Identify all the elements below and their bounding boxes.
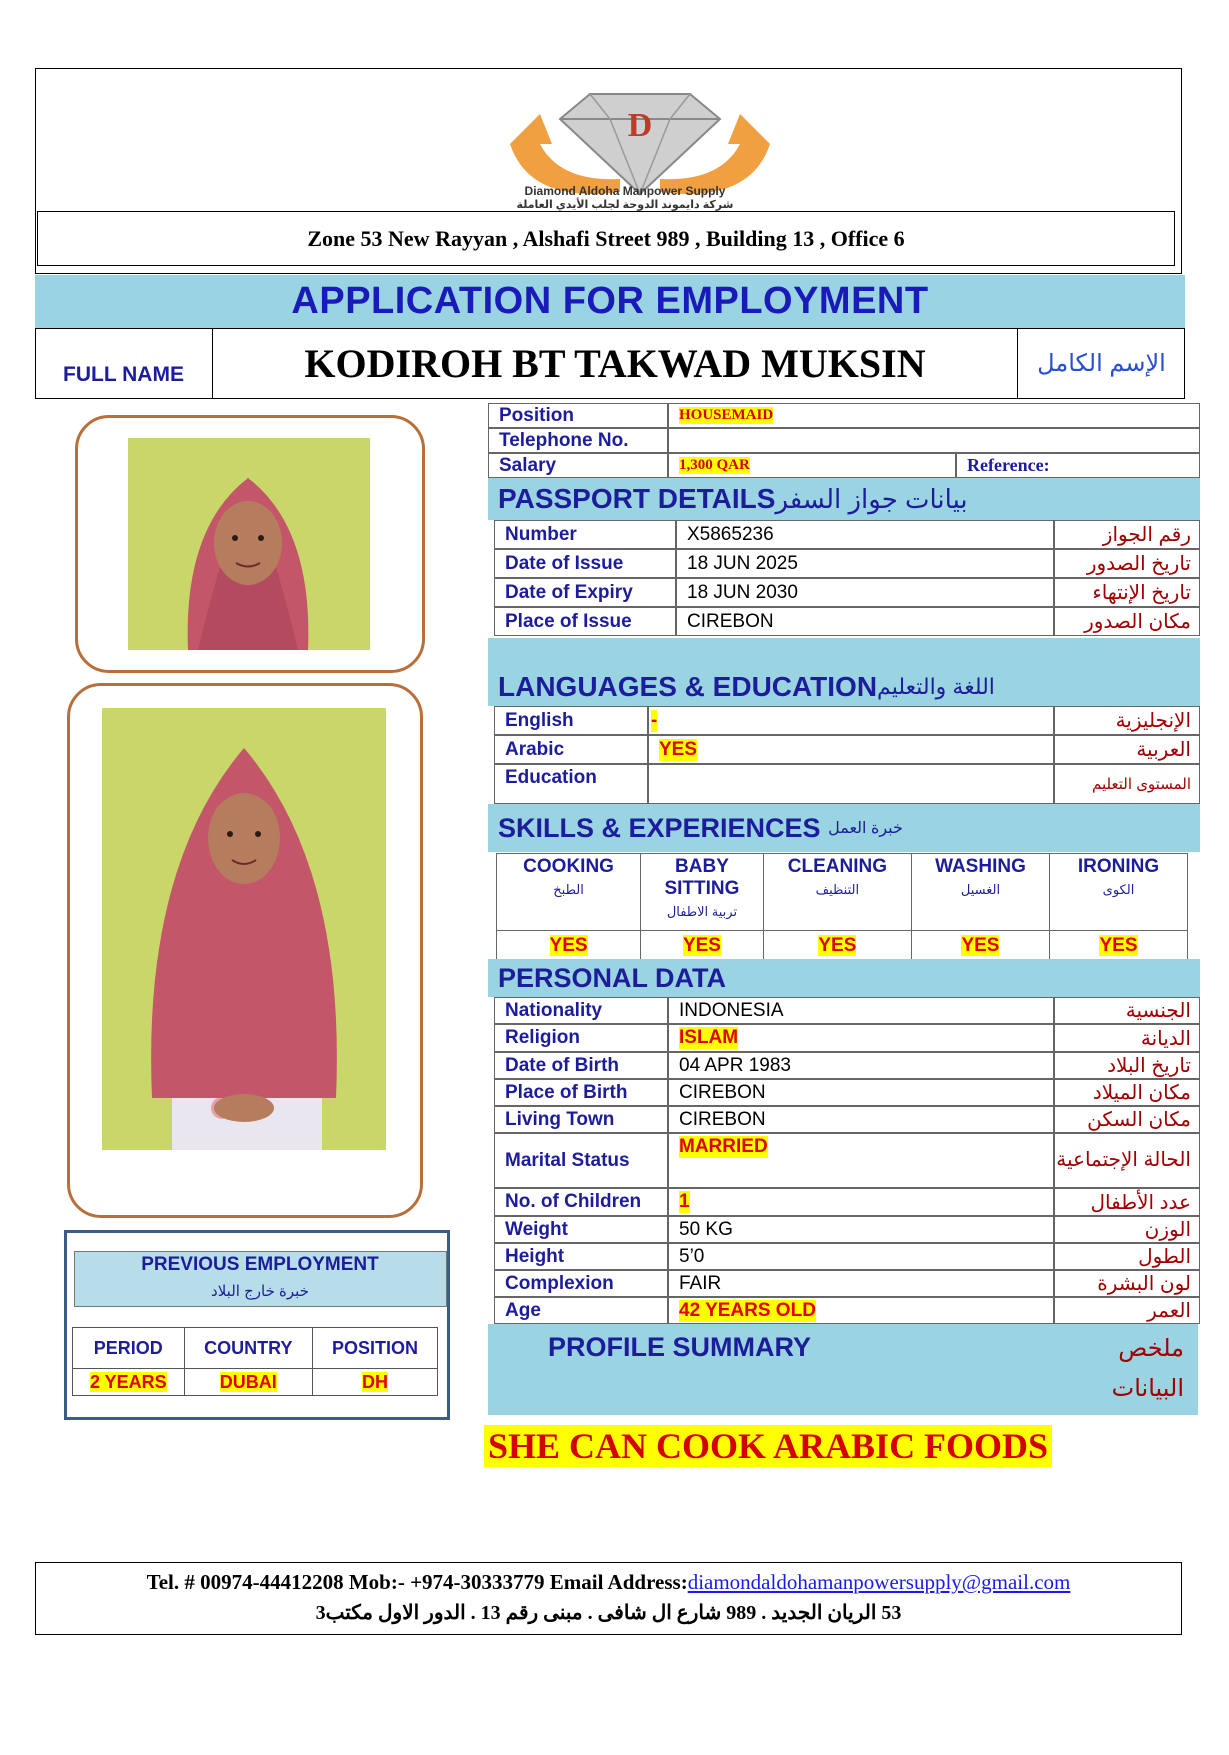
education-value	[648, 764, 1054, 804]
english-label: English	[494, 706, 648, 735]
salary-cell	[668, 453, 956, 478]
living-town-label: Living Town	[494, 1106, 668, 1133]
complexion-label-ar: لون البشرة	[1054, 1270, 1200, 1297]
telephone-value	[668, 428, 1200, 453]
prev-country-cell	[184, 1369, 312, 1396]
children-cell	[668, 1188, 1054, 1216]
company-address: Zone 53 New Rayyan , Alshafi Street 989 , Building 13 , Office 6	[37, 211, 1175, 266]
profile-summary-title: PROFILE SUMMARY	[548, 1332, 811, 1362]
telephone-label: Telephone No.	[488, 428, 668, 453]
age-value: 42 YEARS OLD	[679, 1299, 816, 1321]
languages-title: LANGUAGES & EDUCATION	[498, 671, 878, 702]
prev-position-cell	[312, 1369, 437, 1396]
issue-date-label: Date of Issue	[494, 549, 676, 578]
profile-summary-box	[488, 1324, 1198, 1415]
religion-cell	[668, 1024, 1054, 1052]
skill-cleaning	[763, 854, 911, 931]
skill-cleaning-name: CLEANING	[787, 856, 887, 877]
age-label: Age	[494, 1297, 668, 1324]
passport-number-label: Number	[494, 520, 676, 549]
english-value: -	[651, 709, 658, 731]
passport-title-ar: بيانات جواز السفر	[775, 483, 968, 514]
personal-section-header	[488, 959, 1200, 997]
skill-ironing-cell	[1049, 931, 1187, 962]
arabic-cell	[648, 735, 1054, 764]
profile-summary-title-ar-1: ملخص	[1118, 1335, 1184, 1362]
age-cell	[668, 1297, 1054, 1324]
skill-cooking-name: COOKING	[523, 856, 614, 877]
skills-title-ar: خبرة العمل	[828, 820, 903, 837]
form-title: APPLICATION FOR EMPLOYMENT	[35, 275, 1185, 328]
prev-header-period: PERIOD	[73, 1328, 185, 1369]
position-value: HOUSEMAID	[679, 407, 774, 423]
prev-position: DH	[361, 1371, 388, 1392]
salary-value: 1,300 QAR	[679, 457, 750, 473]
logo-name-ar: شركة دايموند الدوحة لجلب الأيدي العاملة	[516, 199, 734, 211]
children-value: 1	[679, 1191, 690, 1212]
skill-ironing-name-ar: الكوى	[1102, 882, 1135, 897]
skill-washing	[911, 854, 1049, 931]
profile-statement: SHE CAN COOK ARABIC FOODS	[484, 1425, 1052, 1467]
prev-country: DUBAI	[219, 1371, 277, 1392]
height-label-ar: الطول	[1054, 1243, 1200, 1270]
skill-ironing-value: YES	[1099, 935, 1138, 956]
skill-washing-name-ar: الغسيل	[960, 882, 1001, 897]
skill-baby-sitting-cell	[641, 931, 764, 962]
marital-status-label-ar: الحالة الإجتماعية	[1054, 1133, 1200, 1188]
svg-text:D: D	[627, 107, 653, 144]
email-link[interactable]: diamondaldohamanpowersupply@gmail.com	[687, 1570, 1071, 1594]
skill-cooking-value: YES	[549, 935, 588, 956]
skill-baby-sitting-name: BABY SITTING	[664, 856, 740, 899]
place-of-birth-value: CIREBON	[668, 1079, 1054, 1106]
weight-label: Weight	[494, 1216, 668, 1243]
expiry-date-label: Date of Expiry	[494, 578, 676, 607]
children-label-ar: عدد الأطفال	[1054, 1188, 1200, 1216]
place-of-birth-label-ar: مكان الميلاد	[1054, 1079, 1200, 1106]
english-cell	[648, 706, 1054, 735]
nationality-label: Nationality	[494, 997, 668, 1024]
religion-label-ar: الديانة	[1054, 1024, 1200, 1052]
prev-period: 2 YEARS	[89, 1371, 167, 1392]
education-label-ar: المستوى التعليم	[1054, 764, 1200, 804]
prev-header-position: POSITION	[312, 1328, 437, 1369]
previous-employment-title-ar: خبرة خارج البلاد	[211, 1283, 309, 1300]
skill-washing-value: YES	[961, 935, 1000, 956]
passport-number-label-ar: رقم الجواز	[1054, 520, 1200, 549]
nationality-value: INDONESIA	[668, 997, 1054, 1024]
skill-baby-sitting-value: YES	[682, 935, 721, 956]
portrait-photo	[128, 438, 370, 650]
prev-header-country: COUNTRY	[184, 1328, 312, 1369]
skill-washing-name: WASHING	[935, 856, 1026, 877]
languages-section-header	[488, 638, 1200, 706]
skill-baby-sitting	[641, 854, 764, 931]
living-town-label-ar: مكان السكن	[1054, 1106, 1200, 1133]
age-label-ar: العمر	[1054, 1297, 1200, 1324]
issue-date-value: 18 JUN 2025	[676, 549, 1054, 578]
place-of-issue-value: CIREBON	[676, 607, 1054, 636]
complexion-value: FAIR	[668, 1270, 1054, 1297]
skills-section-header	[488, 804, 1200, 852]
personal-title: PERSONAL DATA	[498, 962, 727, 993]
previous-employment-table	[72, 1327, 438, 1396]
skills-table	[496, 853, 1188, 962]
skills-title: SKILLS & EXPERIENCES	[498, 812, 821, 843]
place-of-issue-label: Place of Issue	[494, 607, 676, 636]
full-name-value: KODIROH BT TAKWAD MUKSIN	[213, 328, 1018, 399]
languages-title-ar: اللغة والتعليم	[877, 674, 995, 699]
full-name-label-ar: الإسم الكامل	[1037, 350, 1166, 377]
marital-status-label: Marital Status	[494, 1133, 668, 1188]
place-of-birth-label: Place of Birth	[494, 1079, 668, 1106]
height-value: 5’0	[668, 1243, 1054, 1270]
date-of-birth-label: Date of Birth	[494, 1052, 668, 1079]
skill-ironing	[1049, 854, 1187, 931]
position-cell	[668, 403, 1200, 428]
marital-status-cell	[668, 1133, 1054, 1188]
skill-cooking	[497, 854, 641, 931]
profile-summary-title-ar-2: البيانات	[1111, 1375, 1184, 1402]
skill-cleaning-cell	[763, 931, 911, 962]
full-body-photo	[102, 708, 386, 1150]
prev-period-cell	[73, 1369, 185, 1396]
arabic-label: Arabic	[494, 735, 648, 764]
expiry-date-value: 18 JUN 2030	[676, 578, 1054, 607]
religion-label: Religion	[494, 1024, 668, 1052]
religion-value: ISLAM	[679, 1027, 739, 1048]
education-label: Education	[494, 764, 648, 804]
full-name-label: FULL NAME	[35, 328, 213, 399]
skill-washing-cell	[911, 931, 1049, 962]
footer-contact-text: Tel. # 00974-44412208 Mob:- +974-30333779 Email Address:	[146, 1570, 688, 1594]
skill-cooking-name-ar: الطبخ	[553, 882, 584, 897]
weight-label-ar: الوزن	[1054, 1216, 1200, 1243]
skill-cooking-cell	[497, 931, 641, 962]
date-of-birth-label-ar: تاريخ البلاد	[1054, 1052, 1200, 1079]
passport-number-value: X5865236	[676, 520, 1054, 549]
living-town-value: CIREBON	[668, 1106, 1054, 1133]
skill-cleaning-value: YES	[818, 935, 857, 956]
footer-contact	[35, 1570, 1182, 1595]
footer-address-ar: 53 الريان الجديد . 989 شارع ال شافى . مبنى رقم 13 . الدور الاول مكتب3	[315, 1602, 902, 1624]
marital-status-value: MARRIED	[679, 1136, 768, 1157]
english-label-ar: الإنجليزية	[1054, 706, 1200, 735]
height-label: Height	[494, 1243, 668, 1270]
children-label: No. of Children	[494, 1188, 668, 1216]
passport-title: PASSPORT DETAILS	[498, 483, 776, 514]
skill-cleaning-name-ar: التنظيف	[815, 882, 860, 897]
issue-date-label-ar: تاريخ الصدور	[1054, 549, 1200, 578]
complexion-label: Complexion	[494, 1270, 668, 1297]
skill-baby-sitting-name-ar: تربية الاطفال	[666, 904, 738, 919]
skill-ironing-name: IRONING	[1077, 856, 1160, 877]
date-of-birth-value: 04 APR 1983	[668, 1052, 1054, 1079]
passport-section-header	[488, 478, 1200, 520]
weight-value: 50 KG	[668, 1216, 1054, 1243]
previous-employment-title: PREVIOUS EMPLOYMENT	[141, 1254, 379, 1275]
expiry-date-label-ar: تاريخ الإنتهاء	[1054, 578, 1200, 607]
place-of-issue-label-ar: مكان الصدور	[1054, 607, 1200, 636]
nationality-label-ar: الجنسية	[1054, 997, 1200, 1024]
position-label: Position	[488, 403, 668, 428]
reference-label: Reference:	[956, 453, 1200, 478]
logo-name-en: Diamond Aldoha Manpower Supply	[524, 184, 726, 198]
arabic-label-ar: العربية	[1054, 735, 1200, 764]
salary-label: Salary	[488, 453, 668, 478]
arabic-value: YES	[659, 738, 698, 760]
